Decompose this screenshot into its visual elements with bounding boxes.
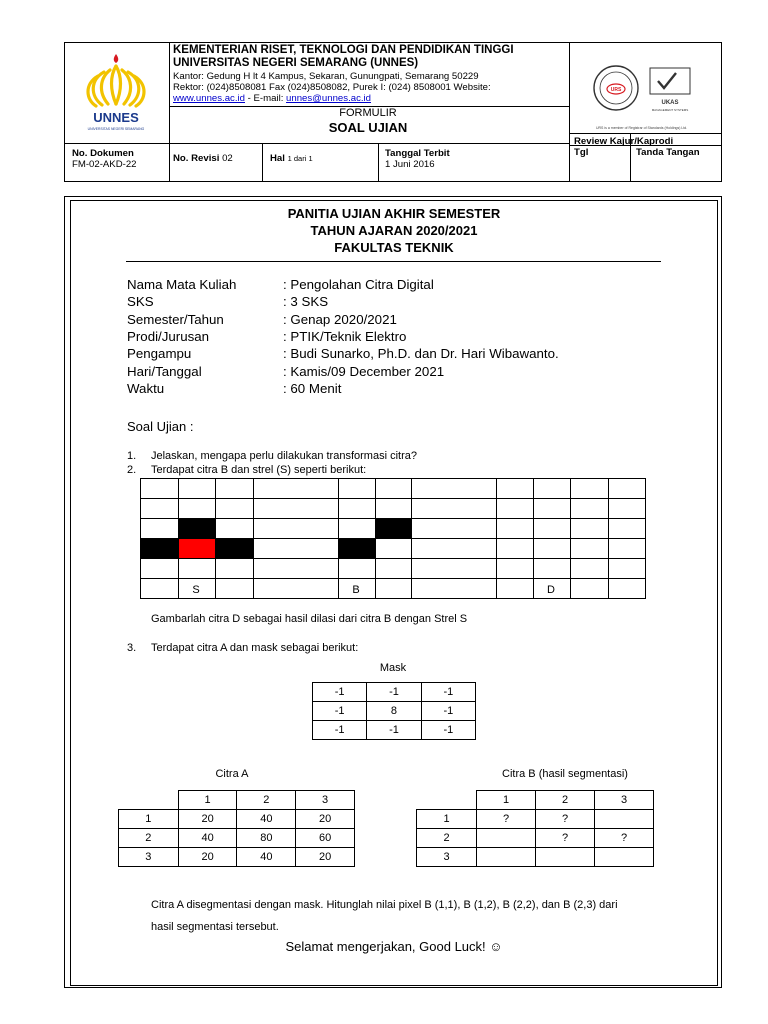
citra-a-row — [119, 810, 355, 829]
mask-row — [313, 683, 476, 702]
closing-message: Selamat mengerjakan, Good Luck! ☺ — [285, 939, 503, 954]
mask-table — [312, 682, 476, 740]
exam-title-1: PANITIA UJIAN AKHIR SEMESTER — [287, 206, 501, 221]
mask-cell: -1 — [367, 721, 421, 740]
logo-subtext: UNIVERSITAS NEGERI SEMARANG — [87, 127, 145, 131]
info-label: Hari/Tanggal — [127, 363, 202, 379]
citra-b-cell: ? — [477, 810, 536, 829]
soal-heading: Soal Ujian : — [127, 419, 194, 434]
citra-b-header-cell: 2 — [536, 791, 595, 810]
citra-b-cell — [477, 829, 536, 848]
info-value: : Budi Sunarko, Ph.D. dan Dr. Hari Wibawanto. — [283, 346, 559, 362]
citra-a-header-row — [119, 791, 355, 810]
tanda-tangan-label: Tanda Tangan — [636, 147, 700, 158]
citra-b-cell — [595, 848, 654, 867]
citra-b-header-cell: 1 — [477, 791, 536, 810]
no-dokumen-label: No. Dokumen — [72, 148, 134, 159]
q2-number: 2. — [127, 464, 137, 476]
q3-number: 3. — [127, 642, 137, 654]
citra-a-header-cell: 2 — [237, 791, 296, 810]
citra-a-caption: Citra A — [215, 768, 249, 780]
citra-a-row — [119, 829, 355, 848]
q2-text: Terdapat citra B dan strel (S) seperti berikut: — [151, 464, 367, 476]
citra-a-cell: 20 — [296, 848, 355, 867]
cert-note: URS is a member of Registrar of Standards (Holdings) Ltd. — [596, 126, 688, 130]
citra-a-cell: 80 — [237, 829, 296, 848]
citra-b-table — [416, 790, 654, 867]
citra-b-cell: ? — [595, 829, 654, 848]
citra-b-label: B — [352, 584, 360, 596]
tanggal-terbit-value: 1 Juni 2016 — [385, 159, 435, 170]
strel-cell-left — [141, 538, 178, 558]
no-dokumen-value: FM-02-AKD-22 — [72, 159, 137, 170]
info-label: Nama Mata Kuliah — [127, 277, 237, 292]
citra-b-cell: ? — [536, 810, 595, 829]
citra-b-cell — [595, 810, 654, 829]
address-block: Kantor: Gedung H lt 4 Kampus, Sekaran, Gunungpati, Semarang 50229 Rektor: (024)8508081 Fax (024)8508082, Purek I: (024) 8508001 Website: www.unnes.ac.id - E-mail: unnes@unnes.ac.id — [173, 71, 491, 104]
mask-cell: -1 — [421, 721, 475, 740]
title-divider — [126, 261, 661, 262]
formulir-label: FORMULIR — [339, 107, 397, 119]
citra-a-row — [119, 848, 355, 867]
review-label: Review Kajur/Kaprodi — [574, 136, 674, 147]
citra-b-caption: Citra B (hasil segmentasi) — [502, 768, 628, 780]
citra-b-cell — [477, 848, 536, 867]
email-link[interactable]: unnes@unnes.ac.id — [286, 93, 371, 104]
strel-cell-origin — [178, 538, 215, 558]
citra-d-label: D — [547, 584, 555, 596]
citra-a-header-cell — [119, 791, 179, 810]
q3-paragraph: Citra A disegmentasi dengan mask. Hitunglah nilai pixel B (1,1), B (1,2), B (2,2), dan B (2,3) dari hasil segmentasi tersebut. — [151, 899, 618, 933]
website-link[interactable]: www.unnes.ac.id — [173, 93, 245, 104]
info-value: : Kamis/09 December 2021 — [283, 363, 445, 379]
mask-cell: -1 — [313, 702, 367, 721]
info-value: : Genap 2020/2021 — [283, 311, 397, 327]
citra-b-cell: ? — [536, 829, 595, 848]
no-revisi-field: No. Revisi 02 — [173, 153, 233, 164]
citra-a-table — [118, 790, 355, 867]
citra-b-cell: 1 — [417, 810, 477, 829]
citra-a-cell: 20 — [178, 810, 237, 829]
q2-instruction: Gambarlah citra D sebagai hasil dilasi dari citra B dengan Strel S — [151, 613, 468, 625]
soal-ujian-label: SOAL UJIAN — [328, 120, 408, 135]
citra-a-cell: 60 — [296, 829, 355, 848]
exam-title-3: FAKULTAS TEKNIK — [334, 240, 454, 255]
citra-a-cell: 2 — [119, 829, 179, 848]
mask-cell: -1 — [313, 721, 367, 740]
info-value: : 60 Menit — [283, 380, 342, 396]
ministry-title: KEMENTERIAN RISET, TEKNOLOGI DAN PENDIDIKAN TINGGI UNIVERSITAS NEGERI SEMARANG (UNNES) — [173, 44, 514, 69]
citra-a-header-cell: 3 — [296, 791, 355, 810]
citra-a-cell: 40 — [237, 810, 296, 829]
info-label: SKS — [127, 294, 154, 310]
mask-caption: Mask — [379, 662, 407, 674]
citra-a-cell: 1 — [119, 810, 179, 829]
mask-cell: -1 — [421, 683, 475, 702]
citra-b-row — [417, 810, 654, 829]
strel-label: S — [192, 584, 200, 596]
info-value: : PTIK/Teknik Elektro — [283, 328, 407, 344]
strel-cell-right — [215, 538, 253, 558]
info-label: Pengampu — [127, 346, 192, 362]
morphology-grid — [140, 478, 648, 600]
svg-text:URS: URS — [610, 87, 622, 93]
citra-b-cell — [536, 848, 595, 867]
citra-b-cell-top — [375, 518, 411, 538]
mask-cell: 8 — [367, 702, 421, 721]
q1-text: Jelaskan, mengapa perlu dilakukan transformasi citra? — [151, 450, 417, 462]
cert-sub: MANAGEMENT SYSTEMS — [651, 108, 689, 112]
citra-b-header-cell: 3 — [595, 791, 654, 810]
info-label: Semester/Tahun — [127, 311, 224, 327]
citra-b-cell-bottom — [338, 538, 375, 558]
mask-row — [313, 702, 476, 721]
tanggal-terbit-label: Tanggal Terbit — [385, 148, 450, 159]
hal-field: Hal 1 dari 1 — [270, 153, 313, 164]
mask-row — [313, 721, 476, 740]
citra-a-cell: 3 — [119, 848, 179, 867]
cert-text: UKAS — [661, 100, 679, 106]
mask-cell: -1 — [367, 683, 421, 702]
citra-a-cell: 40 — [237, 848, 296, 867]
unnes-logo — [80, 50, 152, 134]
citra-a-cell: 20 — [178, 848, 237, 867]
info-value: : 3 SKS — [283, 294, 329, 310]
citra-a-cell: 20 — [296, 810, 355, 829]
q1-number: 1. — [127, 450, 137, 462]
citra-a-header-cell: 1 — [178, 791, 237, 810]
citra-b-cell: 2 — [417, 829, 477, 848]
info-value: : Pengolahan Citra Digital — [283, 277, 434, 292]
exam-title-2: TAHUN AJARAN 2020/2021 — [310, 223, 478, 238]
citra-a-cell: 40 — [178, 829, 237, 848]
citra-b-cell: 3 — [417, 848, 477, 867]
citra-b-header-row — [417, 791, 654, 810]
tgl-label: Tgl — [574, 147, 589, 158]
mask-cell: -1 — [421, 702, 475, 721]
info-label: Waktu — [127, 380, 165, 396]
mask-cell: -1 — [313, 683, 367, 702]
citra-b-header-cell — [417, 791, 477, 810]
strel-cell-center-top — [178, 518, 215, 538]
certification-badges — [592, 62, 710, 124]
citra-b-row — [417, 829, 654, 848]
info-label: Prodi/Jurusan — [127, 328, 210, 344]
q3-text: Terdapat citra A dan mask sebagai berikut: — [151, 642, 359, 654]
logo-text: UNNES — [93, 110, 139, 125]
citra-b-row — [417, 848, 654, 867]
